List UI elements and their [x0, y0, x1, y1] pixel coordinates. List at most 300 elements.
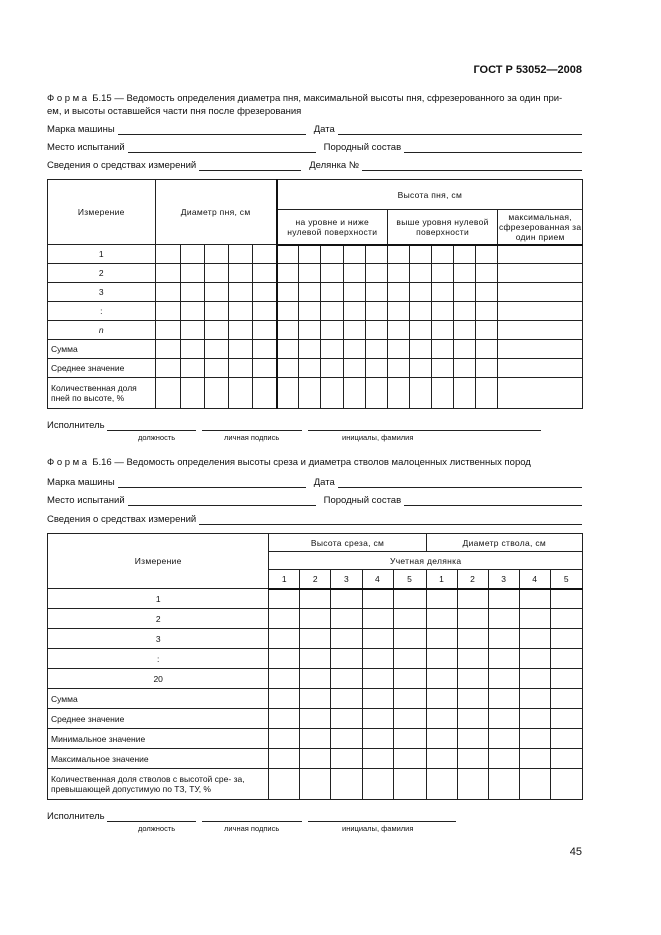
- entry-cell[interactable]: [550, 669, 582, 689]
- entry-cell[interactable]: [550, 589, 582, 609]
- position-caption: должность: [138, 433, 176, 442]
- entry-cell[interactable]: [488, 769, 519, 800]
- entry-cell[interactable]: [204, 340, 228, 359]
- entry-cell[interactable]: [277, 264, 299, 283]
- form-b16-signature: [47, 811, 456, 822]
- entry-cell[interactable]: [321, 321, 343, 340]
- entry-cell[interactable]: [362, 589, 393, 609]
- position-field[interactable]: [107, 812, 196, 822]
- entry-cell[interactable]: [253, 340, 277, 359]
- entry-cell[interactable]: [519, 649, 550, 669]
- entry-cell[interactable]: [387, 378, 409, 409]
- entry-cell[interactable]: [393, 609, 426, 629]
- entry-cell[interactable]: [300, 649, 331, 669]
- table-row: [48, 689, 583, 709]
- entry-cell[interactable]: [343, 340, 365, 359]
- entry-cell[interactable]: [331, 649, 362, 669]
- entry-cell[interactable]: [277, 340, 299, 359]
- col-diameter-header: Диаметр пня, см: [155, 180, 277, 245]
- executor-label: Исполнитель: [47, 420, 105, 431]
- entry-cell[interactable]: [432, 321, 454, 340]
- entry-cell[interactable]: [331, 729, 362, 749]
- plot-number-header: 4: [362, 570, 393, 589]
- entry-cell[interactable]: [362, 749, 393, 769]
- entry-cell[interactable]: [299, 264, 321, 283]
- entry-cell[interactable]: [299, 321, 321, 340]
- entry-cell[interactable]: [253, 359, 277, 378]
- entry-cell[interactable]: [300, 729, 331, 749]
- entry-cell[interactable]: [454, 359, 476, 378]
- entry-cell[interactable]: [488, 649, 519, 669]
- entry-cell[interactable]: [277, 321, 299, 340]
- entry-cell[interactable]: [454, 340, 476, 359]
- form-word: Форма: [47, 457, 90, 468]
- entry-cell[interactable]: [426, 629, 457, 649]
- entry-cell[interactable]: [321, 283, 343, 302]
- entry-cell[interactable]: [180, 359, 204, 378]
- entry-cell[interactable]: [393, 649, 426, 669]
- form-word: Форма: [47, 93, 90, 104]
- entry-cell[interactable]: [454, 283, 476, 302]
- entry-cell[interactable]: [180, 378, 204, 409]
- entry-cell[interactable]: [155, 245, 180, 264]
- entry-cell[interactable]: [365, 321, 387, 340]
- entry-cell[interactable]: [269, 709, 300, 729]
- entry-cell[interactable]: [457, 749, 488, 769]
- entry-cell[interactable]: [155, 283, 180, 302]
- entry-cell[interactable]: [228, 245, 252, 264]
- entry-cell[interactable]: [432, 302, 454, 321]
- entry-cell[interactable]: [321, 378, 343, 409]
- entry-cell[interactable]: [204, 378, 228, 409]
- entry-cell[interactable]: [432, 378, 454, 409]
- entry-cell[interactable]: [550, 729, 582, 749]
- entry-cell[interactable]: [498, 245, 583, 264]
- entry-cell[interactable]: [454, 302, 476, 321]
- entry-cell[interactable]: [519, 589, 550, 609]
- entry-cell[interactable]: [253, 245, 277, 264]
- entry-cell[interactable]: [300, 769, 331, 800]
- entry-cell[interactable]: [299, 245, 321, 264]
- form-b15-row-place: [47, 139, 582, 153]
- form-b16-row-instruments: [47, 511, 582, 525]
- table-row: [48, 378, 583, 409]
- entry-cell[interactable]: [454, 378, 476, 409]
- entry-cell[interactable]: [321, 359, 343, 378]
- entry-cell[interactable]: [409, 264, 431, 283]
- entry-cell[interactable]: [269, 689, 300, 709]
- entry-cell[interactable]: [204, 283, 228, 302]
- entry-cell[interactable]: [454, 264, 476, 283]
- row-label: Сумма: [48, 689, 269, 709]
- entry-cell[interactable]: [321, 340, 343, 359]
- entry-cell[interactable]: [393, 769, 426, 800]
- entry-cell[interactable]: [550, 769, 582, 800]
- entry-cell[interactable]: [343, 245, 365, 264]
- entry-cell[interactable]: [253, 264, 277, 283]
- entry-cell[interactable]: [426, 669, 457, 689]
- entry-cell[interactable]: [426, 589, 457, 609]
- row-label: :: [48, 302, 156, 321]
- entry-cell[interactable]: [253, 378, 277, 409]
- entry-cell[interactable]: [204, 359, 228, 378]
- entry-cell[interactable]: [321, 302, 343, 321]
- entry-cell[interactable]: [488, 609, 519, 629]
- table-row: [48, 321, 583, 340]
- form-b15-row-machine: [47, 121, 582, 135]
- table-row: [48, 729, 583, 749]
- name-caption: инициалы, фамилия: [342, 433, 414, 442]
- entry-cell[interactable]: [488, 629, 519, 649]
- entry-cell[interactable]: [331, 709, 362, 729]
- entry-cell[interactable]: [321, 264, 343, 283]
- signature-field[interactable]: [202, 812, 302, 822]
- col-trunk-diameter-header: Диаметр ствола, см: [426, 534, 582, 552]
- entry-cell[interactable]: [519, 769, 550, 800]
- machine-field[interactable]: [118, 477, 306, 488]
- place-field[interactable]: [128, 495, 316, 506]
- entry-cell[interactable]: [498, 283, 583, 302]
- entry-cell[interactable]: [457, 769, 488, 800]
- entry-cell[interactable]: [519, 609, 550, 629]
- entry-cell[interactable]: [393, 629, 426, 649]
- entry-cell[interactable]: [299, 283, 321, 302]
- entry-cell[interactable]: [155, 340, 180, 359]
- entry-cell[interactable]: [331, 689, 362, 709]
- entry-cell[interactable]: [343, 302, 365, 321]
- entry-cell[interactable]: [362, 669, 393, 689]
- entry-cell[interactable]: [409, 283, 431, 302]
- entry-cell[interactable]: [409, 321, 431, 340]
- entry-cell[interactable]: [269, 769, 300, 800]
- entry-cell[interactable]: [269, 649, 300, 669]
- composition-field[interactable]: [404, 495, 582, 506]
- name-field[interactable]: [308, 421, 541, 431]
- form-b15-table: [47, 179, 583, 409]
- entry-cell[interactable]: [457, 589, 488, 609]
- entry-cell[interactable]: [432, 245, 454, 264]
- table-row: [48, 669, 583, 689]
- entry-cell[interactable]: [343, 264, 365, 283]
- entry-cell[interactable]: [228, 283, 252, 302]
- entry-cell[interactable]: [362, 729, 393, 749]
- entry-cell[interactable]: [519, 729, 550, 749]
- entry-cell[interactable]: [393, 749, 426, 769]
- position-caption: должность: [138, 824, 176, 833]
- entry-cell[interactable]: [365, 302, 387, 321]
- entry-cell[interactable]: [343, 359, 365, 378]
- entry-cell[interactable]: [457, 649, 488, 669]
- entry-cell[interactable]: [426, 709, 457, 729]
- entry-cell[interactable]: [519, 669, 550, 689]
- entry-cell[interactable]: [457, 609, 488, 629]
- entry-cell[interactable]: [180, 283, 204, 302]
- entry-cell[interactable]: [331, 629, 362, 649]
- entry-cell[interactable]: [155, 264, 180, 283]
- entry-cell[interactable]: [277, 359, 299, 378]
- entry-cell[interactable]: [498, 340, 583, 359]
- entry-cell[interactable]: [550, 649, 582, 669]
- entry-cell[interactable]: [393, 689, 426, 709]
- entry-cell[interactable]: [432, 283, 454, 302]
- plot-number-header: 4: [519, 570, 550, 589]
- entry-cell[interactable]: [387, 321, 409, 340]
- entry-cell[interactable]: [180, 321, 204, 340]
- entry-cell[interactable]: [228, 340, 252, 359]
- entry-cell[interactable]: [454, 245, 476, 264]
- entry-cell[interactable]: [365, 264, 387, 283]
- entry-cell[interactable]: [299, 359, 321, 378]
- form-b16-row-place: [47, 492, 582, 506]
- entry-cell[interactable]: [228, 359, 252, 378]
- entry-cell[interactable]: [299, 378, 321, 409]
- entry-cell[interactable]: [180, 302, 204, 321]
- entry-cell[interactable]: [387, 245, 409, 264]
- entry-cell[interactable]: [519, 749, 550, 769]
- entry-cell[interactable]: [476, 359, 498, 378]
- entry-cell[interactable]: [300, 669, 331, 689]
- row-label: 3: [48, 629, 269, 649]
- entry-cell[interactable]: [253, 283, 277, 302]
- plot-number-header: 5: [550, 570, 582, 589]
- entry-cell[interactable]: [277, 302, 299, 321]
- entry-cell[interactable]: [387, 302, 409, 321]
- entry-cell[interactable]: [426, 769, 457, 800]
- table-row: [48, 769, 583, 800]
- entry-cell[interactable]: [498, 264, 583, 283]
- entry-cell[interactable]: [362, 689, 393, 709]
- plot-number-header: 2: [457, 570, 488, 589]
- entry-cell[interactable]: [498, 321, 583, 340]
- instruments-field[interactable]: [199, 514, 582, 525]
- entry-cell[interactable]: [550, 709, 582, 729]
- entry-cell[interactable]: [432, 340, 454, 359]
- entry-cell[interactable]: [476, 340, 498, 359]
- entry-cell[interactable]: [362, 709, 393, 729]
- entry-cell[interactable]: [457, 669, 488, 689]
- entry-cell[interactable]: [476, 264, 498, 283]
- form-b15-caption: [47, 92, 583, 118]
- entry-cell[interactable]: [409, 359, 431, 378]
- entry-cell[interactable]: [300, 609, 331, 629]
- sub-above-level-header: выше уровня нулевой поверхности: [387, 210, 498, 245]
- entry-cell[interactable]: [393, 729, 426, 749]
- table-row: [48, 359, 583, 378]
- entry-cell[interactable]: [426, 649, 457, 669]
- instruments-field[interactable]: [199, 160, 301, 171]
- entry-cell[interactable]: [457, 709, 488, 729]
- entry-cell[interactable]: [300, 709, 331, 729]
- entry-cell[interactable]: [426, 749, 457, 769]
- entry-cell[interactable]: [155, 302, 180, 321]
- entry-cell[interactable]: [362, 609, 393, 629]
- entry-cell[interactable]: [432, 264, 454, 283]
- entry-cell[interactable]: [277, 283, 299, 302]
- col-measure-header: Измерение: [48, 534, 269, 589]
- signature-field[interactable]: [202, 421, 302, 431]
- entry-cell[interactable]: [488, 689, 519, 709]
- entry-cell[interactable]: [457, 689, 488, 709]
- entry-cell[interactable]: [269, 629, 300, 649]
- entry-cell[interactable]: [519, 629, 550, 649]
- entry-cell[interactable]: [300, 749, 331, 769]
- form-b15-signature: [47, 420, 541, 431]
- entry-cell[interactable]: [269, 669, 300, 689]
- entry-cell[interactable]: [228, 302, 252, 321]
- entry-cell[interactable]: [457, 729, 488, 749]
- entry-cell[interactable]: [498, 378, 583, 409]
- entry-cell[interactable]: [365, 245, 387, 264]
- entry-cell[interactable]: [476, 378, 498, 409]
- entry-cell[interactable]: [454, 321, 476, 340]
- col-height-header: Высота пня, см: [277, 180, 583, 210]
- entry-cell[interactable]: [387, 264, 409, 283]
- col-plot-header: Учетная делянка: [269, 552, 583, 570]
- table-row: [48, 709, 583, 729]
- row-label: n: [48, 321, 156, 340]
- entry-cell[interactable]: [488, 709, 519, 729]
- row-label: 2: [48, 609, 269, 629]
- entry-cell[interactable]: [155, 359, 180, 378]
- entry-cell[interactable]: [228, 264, 252, 283]
- entry-cell[interactable]: [300, 629, 331, 649]
- machine-label: Марка машины: [47, 477, 115, 488]
- entry-cell[interactable]: [365, 359, 387, 378]
- entry-cell[interactable]: [519, 709, 550, 729]
- position-field[interactable]: [107, 421, 196, 431]
- entry-cell[interactable]: [488, 729, 519, 749]
- entry-cell[interactable]: [343, 321, 365, 340]
- date-field[interactable]: [338, 124, 582, 135]
- entry-cell[interactable]: [343, 378, 365, 409]
- table-row: [48, 649, 583, 669]
- entry-cell[interactable]: [409, 245, 431, 264]
- row-label: 3: [48, 283, 156, 302]
- entry-cell[interactable]: [362, 649, 393, 669]
- plot-number-header: 5: [393, 570, 426, 589]
- row-label: Среднее значение: [48, 709, 269, 729]
- entry-cell[interactable]: [550, 689, 582, 709]
- entry-cell[interactable]: [277, 378, 299, 409]
- entry-cell[interactable]: [498, 302, 583, 321]
- entry-cell[interactable]: [519, 689, 550, 709]
- entry-cell[interactable]: [180, 264, 204, 283]
- entry-cell[interactable]: [321, 245, 343, 264]
- entry-cell[interactable]: [204, 321, 228, 340]
- entry-cell[interactable]: [393, 589, 426, 609]
- entry-cell[interactable]: [365, 283, 387, 302]
- signature-caption: личная подпись: [224, 824, 280, 833]
- entry-cell[interactable]: [426, 689, 457, 709]
- name-field[interactable]: [308, 812, 456, 822]
- entry-cell[interactable]: [488, 589, 519, 609]
- entry-cell[interactable]: [253, 321, 277, 340]
- entry-cell[interactable]: [362, 629, 393, 649]
- row-label: Максимальное значение: [48, 749, 269, 769]
- entry-cell[interactable]: [299, 340, 321, 359]
- entry-cell[interactable]: [180, 245, 204, 264]
- entry-cell[interactable]: [269, 609, 300, 629]
- entry-cell[interactable]: [393, 669, 426, 689]
- entry-cell[interactable]: [331, 749, 362, 769]
- entry-cell[interactable]: [269, 729, 300, 749]
- entry-cell[interactable]: [362, 769, 393, 800]
- entry-cell[interactable]: [204, 302, 228, 321]
- entry-cell[interactable]: [155, 321, 180, 340]
- entry-cell[interactable]: [300, 689, 331, 709]
- entry-cell[interactable]: [409, 302, 431, 321]
- composition-field[interactable]: [404, 142, 582, 153]
- entry-cell[interactable]: [331, 769, 362, 800]
- place-field[interactable]: [128, 142, 316, 153]
- entry-cell[interactable]: [331, 589, 362, 609]
- entry-cell[interactable]: [331, 609, 362, 629]
- entry-cell[interactable]: [457, 629, 488, 649]
- entry-cell[interactable]: [409, 378, 431, 409]
- date-field[interactable]: [338, 477, 582, 488]
- entry-cell[interactable]: [476, 321, 498, 340]
- entry-cell[interactable]: [550, 749, 582, 769]
- entry-cell[interactable]: [387, 283, 409, 302]
- entry-cell[interactable]: [253, 302, 277, 321]
- entry-cell[interactable]: [432, 359, 454, 378]
- plot-number-header: 1: [269, 570, 300, 589]
- entry-cell[interactable]: [409, 340, 431, 359]
- table-row: [48, 264, 583, 283]
- entry-cell[interactable]: [476, 245, 498, 264]
- entry-cell[interactable]: [204, 245, 228, 264]
- entry-cell[interactable]: [498, 359, 583, 378]
- entry-cell[interactable]: [426, 609, 457, 629]
- entry-cell[interactable]: [269, 589, 300, 609]
- entry-cell[interactable]: [331, 669, 362, 689]
- entry-cell[interactable]: [228, 378, 252, 409]
- entry-cell[interactable]: [387, 340, 409, 359]
- entry-cell[interactable]: [300, 589, 331, 609]
- entry-cell[interactable]: [393, 709, 426, 729]
- machine-field[interactable]: [118, 124, 306, 135]
- plot-number-header: 3: [488, 570, 519, 589]
- col-cut-height-header: Высота среза, см: [269, 534, 426, 552]
- entry-cell[interactable]: [299, 302, 321, 321]
- sub-at-level-header: на уровне и ниже нулевой поверхности: [277, 210, 388, 245]
- plot-number-header: 2: [300, 570, 331, 589]
- entry-cell[interactable]: [365, 340, 387, 359]
- plot-field[interactable]: [362, 160, 582, 171]
- entry-cell[interactable]: [426, 729, 457, 749]
- entry-cell[interactable]: [476, 283, 498, 302]
- entry-cell[interactable]: [488, 669, 519, 689]
- entry-cell[interactable]: [488, 749, 519, 769]
- entry-cell[interactable]: [550, 609, 582, 629]
- entry-cell[interactable]: [269, 749, 300, 769]
- entry-cell[interactable]: [228, 321, 252, 340]
- row-label: Минимальное значение: [48, 729, 269, 749]
- form-b15-title: Б.15 — Ведомость определения диаметра пня, максимальной высоты пня, сфрезерованного за один при-: [89, 93, 563, 104]
- entry-cell[interactable]: [550, 629, 582, 649]
- entry-cell[interactable]: [365, 378, 387, 409]
- entry-cell[interactable]: [277, 245, 299, 264]
- entry-cell[interactable]: [476, 302, 498, 321]
- entry-cell[interactable]: [387, 359, 409, 378]
- place-label: Место испытаний: [47, 495, 125, 506]
- entry-cell[interactable]: [343, 283, 365, 302]
- entry-cell[interactable]: [155, 378, 180, 409]
- entry-cell[interactable]: [180, 340, 204, 359]
- entry-cell[interactable]: [204, 264, 228, 283]
- row-label: Количественная доля стволов с высотой сре- за, превышающей допустимую по ТЗ, ТУ, %: [48, 769, 269, 800]
- plot-number-header: 1: [426, 570, 457, 589]
